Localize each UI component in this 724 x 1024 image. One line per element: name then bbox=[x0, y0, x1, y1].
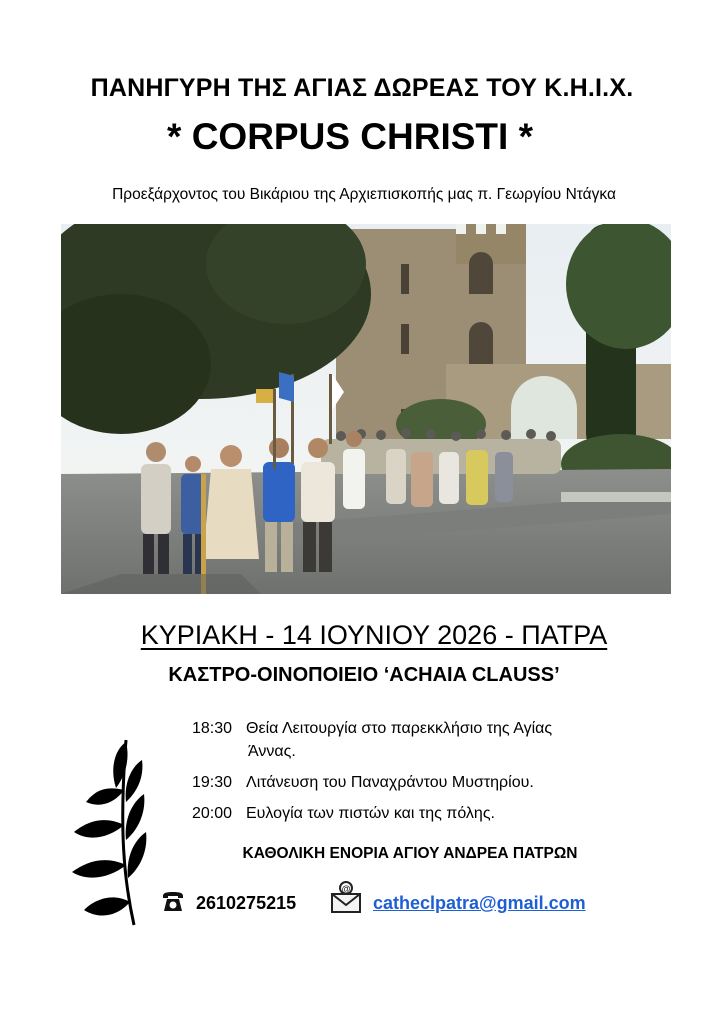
procession-photo-illustration bbox=[61, 224, 671, 594]
schedule-item bbox=[192, 802, 662, 826]
schedule-text-continued: Άννας. bbox=[248, 743, 296, 760]
schedule-time: 20:00 bbox=[192, 805, 233, 822]
schedule-item bbox=[192, 771, 662, 795]
title-line-1: ΠΑΝΗΓΥΡΗ ΤΗΣ ΑΓΙΑΣ ΔΩΡΕΑΣ ΤΟΥ Κ.Η.Ι.Χ. bbox=[90, 74, 634, 102]
schedule-text: Θεία Λειτουργία στο παρεκκλήσιο της Αγίας bbox=[246, 720, 553, 737]
schedule-list bbox=[192, 717, 662, 833]
event-date-line: ΚΥΡΙΑΚΗ - 14 ΙΟΥΝΙΟΥ 2026 - ΠΑΤΡΑ bbox=[140, 620, 608, 650]
svg-text:@: @ bbox=[341, 884, 351, 894]
schedule-text: Λιτάνευση του Παναχράντου Μυστηρίου. bbox=[246, 774, 534, 791]
procession-photo bbox=[61, 224, 671, 594]
phone-number[interactable]: 2610275215 bbox=[196, 893, 297, 913]
schedule-text: Ευλογία των πιστών και της πόλης. bbox=[246, 805, 495, 822]
schedule-time: 19:30 bbox=[192, 774, 233, 791]
telephone-icon bbox=[160, 890, 186, 914]
olive-branch-icon bbox=[64, 730, 154, 930]
email-link[interactable]: catheclpatra@gmail.com bbox=[373, 893, 586, 913]
event-venue: ΚΑΣΤΡΟ-ΟΙΝΟΠΟΙΕΙΟ ‘ACHAIA CLAUSS’ bbox=[168, 664, 560, 686]
schedule-time: 18:30 bbox=[192, 720, 233, 737]
schedule-item bbox=[192, 717, 662, 741]
parish-name: ΚΑΘΟΛΙΚΗ ΕΝΟΡΙΑ ΑΓΙΟΥ ΑΝΔΡΕΑ ΠΑΤΡΩΝ bbox=[242, 845, 578, 862]
subtitle: Προεξάρχοντος του Βικάριου της Αρχιεπισκοπής μας π. Γεωργίου Ντάγκα bbox=[112, 186, 616, 203]
envelope-icon bbox=[330, 880, 362, 914]
title-line-2: * CORPUS CHRISTI * bbox=[167, 116, 533, 157]
